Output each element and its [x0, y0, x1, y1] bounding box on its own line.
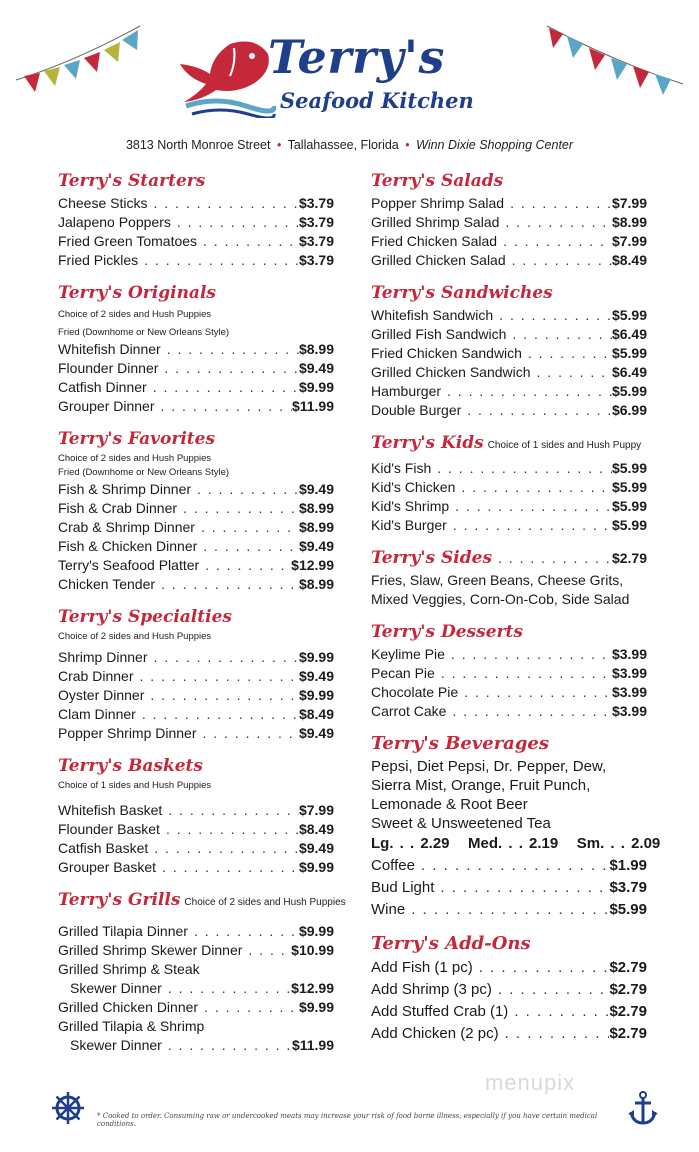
section-note: Choice of 2 sides and Hush Puppies: [58, 309, 212, 320]
menu-item: Coffee . . . $1.99: [371, 855, 647, 877]
menu-item: Fried Green Tomatoes . . . $3.79: [58, 232, 334, 251]
section-title: Terry's Add-Ons: [371, 933, 531, 954]
bunting-left-decoration: [14, 22, 144, 94]
city: Tallahassee, Florida: [287, 138, 399, 152]
sandwiches-section: [371, 280, 647, 420]
beverage-sizes: Lg. . . 2.29 Med. . . 2.19 Sm. . . 2.09: [371, 835, 661, 852]
grills-section: [58, 887, 346, 1055]
menu-item: Skewer Dinner . . . $12.99: [58, 979, 334, 998]
menu-item: Chicken Tender . . . $8.99: [58, 575, 334, 594]
section-note: Fried (Downhome or New Orleans Style): [58, 467, 230, 478]
menu-item: Carrot Cake . . . $3.99: [371, 702, 647, 721]
menu-item: Catfish Basket . . . $9.49: [58, 839, 334, 858]
right-menu-column: [371, 168, 661, 1045]
section-title: Terry's Beverages: [371, 733, 550, 754]
sides-section: [371, 545, 647, 609]
footer: [0, 1092, 699, 1132]
section-title: Terry's Originals: [58, 283, 216, 303]
menu-item: Whitefish Dinner . . . $8.99: [58, 340, 334, 359]
menu-item: Grilled Chicken Salad . . . $8.49: [371, 251, 647, 270]
menu-item: Clam Dinner . . . $8.49: [58, 705, 334, 724]
menu-item: Grilled Chicken Sandwich . . . $6.49: [371, 363, 647, 382]
menu-item: Shrimp Dinner . . . $9.99: [58, 648, 334, 667]
beverage-list: Pepsi, Diet Pepsi, Dr. Pepper, Dew,: [371, 758, 607, 775]
separator-dot-icon: •: [276, 138, 282, 152]
menu-item: Kid's Burger . . . $5.99: [371, 516, 647, 535]
baskets-section: [58, 753, 334, 877]
beverages-section: [371, 731, 661, 921]
menu-item: Add Chicken (2 pc) . . . $2.79: [371, 1023, 647, 1045]
food-safety-disclaimer: * Cooked to order. Consuming raw or undercooked meats may increase your risk of food borne illness, especially if you have certain medical conditions.: [97, 1112, 598, 1128]
restaurant-logo: [176, 30, 511, 118]
section-title: Terry's Sandwiches: [371, 283, 553, 303]
menu-item: Fried Pickles . . . $3.79: [58, 251, 334, 270]
section-title: Terry's Desserts: [371, 622, 523, 642]
menu-item: Crab Dinner . . . $9.49: [58, 667, 334, 686]
watermark: menupix: [485, 1070, 576, 1095]
left-menu-column: [58, 168, 346, 1055]
section-note: Choice of 2 sides and Hush Puppies: [58, 631, 212, 642]
menu-item: Fish & Crab Dinner . . . $8.99: [58, 499, 334, 518]
address-line: [0, 138, 699, 152]
menu-item: Bud Light . . . $3.79: [371, 877, 647, 899]
menu-item: Fried Chicken Sandwich . . . $5.99: [371, 344, 647, 363]
sides-list: Mixed Veggies, Corn-On-Cob, Side Salad: [371, 591, 630, 607]
ship-wheel-icon: [50, 1090, 86, 1126]
desserts-section: [371, 619, 647, 721]
menu-item: Fried Chicken Salad . . . $7.99: [371, 232, 647, 251]
section-title-text: Terry's Grills: [58, 890, 181, 910]
favorites-section: [58, 426, 334, 594]
menu-item: Skewer Dinner . . . $11.99: [58, 1036, 334, 1055]
brand-subtitle: Seafood Kitchen: [280, 88, 474, 113]
menu-item: Wine . . . $5.99: [371, 899, 647, 921]
beverage-list: Sweet & Unsweetened Tea: [371, 815, 551, 832]
kids-section: [371, 430, 647, 535]
menu-item: Jalapeno Poppers . . . $3.79: [58, 213, 334, 232]
section-note: Fried (Downhome or New Orleans Style): [58, 327, 230, 338]
street-address: 3813 North Monroe Street: [125, 138, 271, 152]
menu-item: Whitefish Sandwich . . . $5.99: [371, 306, 647, 325]
section-note: Choice of 1 sides and Hush Puppy: [487, 440, 642, 451]
section-note: Choice of 2 sides and Hush Puppies: [58, 453, 212, 464]
section-note: Choice of 1 sides and Hush Puppies: [58, 780, 212, 791]
beverage-list: Sierra Mist, Orange, Fruit Punch,: [371, 777, 591, 794]
section-note: Choice of 2 sides and Hush Puppies: [184, 897, 346, 908]
specialties-section: [58, 604, 334, 743]
red-fish-icon: [176, 36, 276, 118]
menu-item: Kid's Chicken . . . $5.99: [371, 478, 647, 497]
salads-section: [371, 168, 647, 270]
addons-section: [371, 931, 647, 1045]
menu-item: Grilled Chicken Dinner . . . $9.99: [58, 998, 334, 1017]
menu-item-line: Grilled Shrimp & Steak: [58, 961, 200, 977]
menu-item: Flounder Basket . . . $8.49: [58, 820, 334, 839]
section-title: [58, 887, 346, 916]
section-title: Terry's Salads: [371, 171, 504, 191]
menu-item: Keylime Pie . . . $3.99: [371, 645, 647, 664]
menu-item: Kid's Shrimp . . . $5.99: [371, 497, 647, 516]
starters-section: [58, 168, 334, 270]
menu-item: Fish & Chicken Dinner . . . $9.49: [58, 537, 334, 556]
originals-section: [58, 280, 334, 416]
menu-item: Crab & Shrimp Dinner . . . $8.99: [58, 518, 334, 537]
bunting-right-decoration: [545, 22, 685, 100]
menu-item: Terry's Seafood Platter . . . $12.99: [58, 556, 334, 575]
section-title: Terry's Favorites: [58, 429, 216, 449]
menu-item: Add Stuffed Crab (1) . . . $2.79: [371, 1001, 647, 1023]
menu-item: Catfish Dinner . . . $9.99: [58, 378, 334, 397]
menu-item: Double Burger . . . $6.99: [371, 401, 647, 420]
section-title: Terry's Sides: [371, 548, 493, 568]
menu-item: Cheese Sticks . . . $3.79: [58, 194, 334, 213]
section-title: Terry's Baskets: [58, 756, 203, 776]
menu-item: Flounder Dinner . . . $9.49: [58, 359, 334, 378]
menu-item: Chocolate Pie . . . $3.99: [371, 683, 647, 702]
menu-item: Popper Shrimp Dinner . . . $9.49: [58, 724, 334, 743]
anchor-icon: [628, 1090, 658, 1126]
menu-item: Fish & Shrimp Dinner . . . $9.49: [58, 480, 334, 499]
section-title: Terry's Starters: [58, 171, 206, 191]
separator-dot-icon: •: [405, 138, 410, 152]
menu-item: Pecan Pie . . . $3.99: [371, 664, 647, 683]
section-title: [371, 430, 647, 459]
menu-item: Add Fish (1 pc) . . . $2.79: [371, 957, 647, 979]
sides-price: $2.79: [611, 550, 647, 566]
sides-heading: [371, 545, 647, 571]
section-title-text: Terry's Kids: [371, 433, 484, 453]
menu-item: Grilled Shrimp Salad . . . $8.99: [371, 213, 647, 232]
sides-list: Fries, Slaw, Green Beans, Cheese Grits,: [371, 572, 624, 588]
menu-item: Kid's Fish . . . $5.99: [371, 459, 647, 478]
menu-item: Popper Shrimp Salad . . . $7.99: [371, 194, 647, 213]
menu-item: Grouper Basket . . . $9.99: [58, 858, 334, 877]
menu-item-line: Grilled Tilapia & Shrimp: [58, 1018, 205, 1034]
menu-item: Oyster Dinner . . . $9.99: [58, 686, 334, 705]
menu-item: Hamburger . . . $5.99: [371, 382, 647, 401]
menu-item: Add Shrimp (3 pc) . . . $2.79: [371, 979, 647, 1001]
shopping-center: Winn Dixie Shopping Center: [416, 138, 574, 152]
section-title: Terry's Specialties: [58, 607, 232, 627]
menu-item: Grilled Fish Sandwich . . . $6.49: [371, 325, 647, 344]
menu-item: Grilled Shrimp Skewer Dinner . . . $10.99: [58, 941, 334, 960]
brand-name: Terry's: [268, 30, 445, 84]
beverage-list: Lemonade & Root Beer: [371, 796, 528, 813]
menu-item: Grouper Dinner . . . $11.99: [58, 397, 334, 416]
menu-item: Grilled Tilapia Dinner . . . $9.99: [58, 922, 334, 941]
menu-item: Whitefish Basket . . . $7.99: [58, 801, 334, 820]
